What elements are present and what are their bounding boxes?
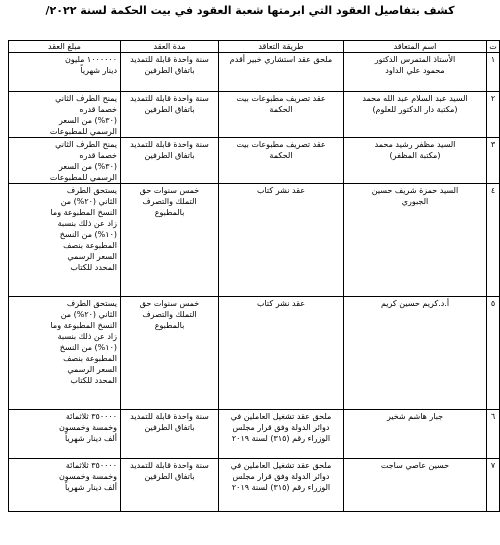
contract-method: عقد نشر كتاب — [219, 297, 344, 410]
header-number: ت — [487, 41, 500, 53]
header-contract-amount: مبلغ العقد — [9, 41, 121, 53]
contractor-name: السيد مظفر رشيد محمد (مكتبة المظفر) — [344, 138, 487, 184]
contract-duration: خمس سنوات حق التملك والتصرف بالمطبوع — [121, 297, 219, 410]
table-row — [9, 92, 500, 138]
contractor-name: حسين عاصي ساجت — [344, 459, 487, 512]
contract-method: ملحق عقد تشغيل العاملين في دوائر الدولة وفق قرار مجلس الوزراء رقم (٣١٥) لسنة ٢٠١٩ — [219, 410, 344, 459]
contract-method: عقد نشر كتاب — [219, 184, 344, 297]
contract-duration: سنة واحدة قابلة للتمديد باتفاق الطرفين — [121, 138, 219, 184]
contracts-table — [8, 40, 500, 512]
contract-duration: سنة واحدة قابلة للتمديد باتفاق الطرفين — [121, 459, 219, 512]
contractor-name: الأستاذ المتمرس الدكتور محمود علي الداود — [344, 53, 487, 92]
contract-method: ملحق عقد تشغيل العاملين في دوائر الدولة وفق قرار مجلس الوزراء رقم (٣١٥) لسنة ٢٠١٩ — [219, 459, 344, 512]
contractor-name: السيد حمزة شريف حسين الجبوري — [344, 184, 487, 297]
document-title: كشف بتفاصيل العقود التي ابرمتها شعبة العقود في بيت الحكمة لسنة ٢٠٢٢/ — [45, 4, 455, 17]
contract-amount: ٣٥٠٠٠٠ ثلاثمائة وخمسة وخمسون ألف دينار شهرياً — [9, 410, 121, 459]
header-contract-duration: مدة العقد — [121, 41, 219, 53]
contract-amount: ١٠٠٠٠٠٠ مليون دينار شهرياً — [9, 53, 121, 92]
contractor-name: جبار هاشم شخير — [344, 410, 487, 459]
contractor-name: السيد عبد السلام عبد الله محمد (مكتبة دار الدكتور للعلوم) — [344, 92, 487, 138]
row-number: ٤ — [487, 184, 500, 297]
table-row — [9, 138, 500, 184]
contract-amount: ٣٥٠٠٠٠ ثلاثمائة وخمسة وخمسون ألف دينار شهرياً — [9, 459, 121, 512]
contract-method: عقد تصريف مطبوعات بيت الحكمة — [219, 138, 344, 184]
row-number: ٦ — [487, 410, 500, 459]
table-row — [9, 53, 500, 92]
contract-duration: خمس سنوات حق التملك والتصرف بالمطبوع — [121, 184, 219, 297]
contract-amount: يستحق الطرف الثاني (٢٠%) من النسخ المطبوعة وما زاد عن ذلك بنسبة (١٠%) من النسخ المطبوعة بنصف السعر الرسمي المحدد للكتاب — [9, 297, 121, 410]
table-header-row — [9, 41, 500, 53]
contract-amount: يمنح الطرف الثاني خصما قدره (٣٠%) من السعر الرسمي للمطبوعات — [9, 138, 121, 184]
contract-duration: سنة واحدة قابلة للتمديد باتفاق الطرفين — [121, 410, 219, 459]
row-number: ٢ — [487, 92, 500, 138]
header-contract-method: طريقة التعاقد — [219, 41, 344, 53]
table-row — [9, 184, 500, 297]
table-row — [9, 297, 500, 410]
contractor-name: أ.د.كريم حسين كريم — [344, 297, 487, 410]
contract-method: عقد تصريف مطبوعات بيت الحكمة — [219, 92, 344, 138]
contract-amount: يستحق الطرف الثاني (٢٠%) من النسخ المطبوعة وما زاد عن ذلك بنسبة (١٠%) من النسخ المطبوعة بنصف السعر الرسمي المحدد للكتاب — [9, 184, 121, 297]
table-row — [9, 410, 500, 459]
contract-duration: سنة واحدة قابلة للتمديد باتفاق الطرفين — [121, 92, 219, 138]
header-contractor-name: اسم المتعاقد — [344, 41, 487, 53]
contract-amount: يمنح الطرف الثاني خصما قدره (٣٠%) من السعر الرسمي للمطبوعات — [9, 92, 121, 138]
row-number: ٣ — [487, 138, 500, 184]
contract-method: ملحق عقد استشاري خبير أقدم — [219, 53, 344, 92]
contract-duration: سنة واحدة قابلة للتمديد باتفاق الطرفين — [121, 53, 219, 92]
row-number: ٧ — [487, 459, 500, 512]
table-row — [9, 459, 500, 512]
row-number: ٥ — [487, 297, 500, 410]
row-number: ١ — [487, 53, 500, 92]
